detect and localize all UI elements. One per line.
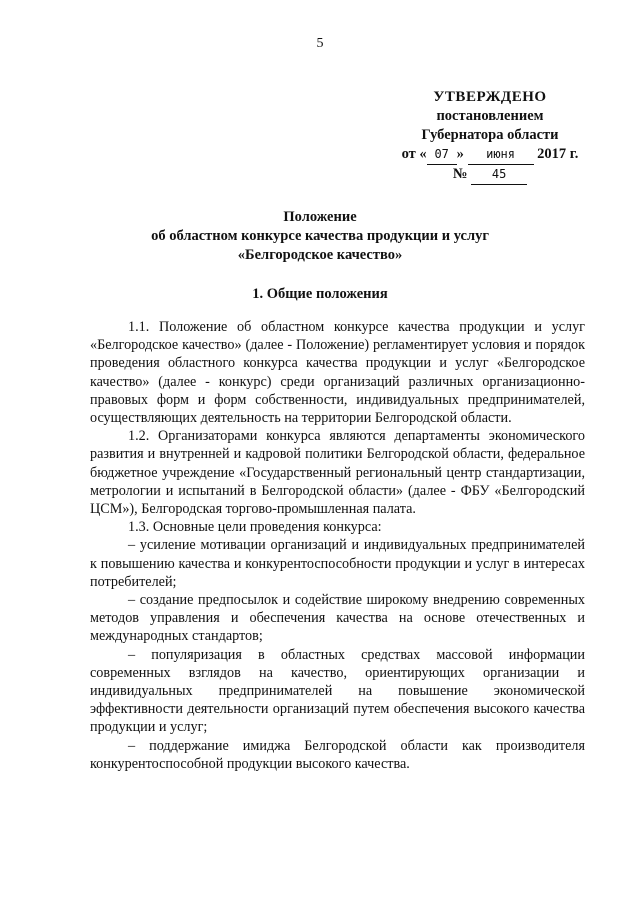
approval-title: УТВЕРЖДЕНО [433, 89, 547, 105]
paragraph: 1.1. Положение об областном конкурсе качества продукции и услуг «Белгородское качество» (далее - Положение) регламентирует условия и порядок проведения областного конкурса качества продукции и услуг «Белгородское качество» (далее - конкурс) среди организаций различных организационно-правовых форм и форм собственности, индивидуальных предпринимателей, осуществляющих деятельность на территории Белгородской области. [90, 319, 585, 427]
number-label: № [452, 166, 468, 182]
approval-line-1: постановлением [436, 108, 544, 124]
date-mid: » [456, 146, 464, 162]
paragraph: 1.3. Основные цели проведения конкурса: [128, 519, 382, 536]
approval-number [370, 165, 610, 185]
approval-date [370, 145, 610, 165]
list-item: – поддержание имиджа Белгородской области как производителя конкурентоспособной продукции высокого качества. [90, 737, 585, 772]
document-body [90, 318, 585, 773]
date-day: 07 [427, 145, 457, 165]
section-title: 1. Общие положения [252, 286, 388, 302]
date-month: июня [468, 145, 534, 165]
approval-block [370, 88, 610, 185]
list-item: – создание предпосылок и содействие широкому внедрению современных методов управления и обеспечения качества на основе отечественных и международных стандартов; [90, 592, 585, 645]
heading-line-1: Положение [283, 209, 357, 225]
approval-line-2: Губернатора области [421, 127, 559, 143]
paragraph: 1.2. Организаторами конкурса являются департаменты экономического развития и внутренней и кадровой политики Белгородской области, федеральное бюджетное учреждение «Государственный региональный центр стандартизации, метрологии и испытаний в Белгородской области» (далее - ФБУ «Белгородский ЦСМ»), Белгородская торгово-промышленная палата. [90, 428, 585, 518]
list-item: – усиление мотивации организаций и индивидуальных предпринимателей к повышению качества и конкурентоспособности продукции и услуг в интересах потребителей; [90, 537, 585, 590]
list-item: – популяризация в областных средствах массовой информации современных взглядов на качество, ориентирующих организации и индивидуальных предпринимателей на повышение экономической эффективности деятельности организаций путем обеспечения высокого качества продукции и услуг; [90, 646, 585, 736]
document-heading [0, 208, 640, 265]
heading-line-3: «Белгородское качество» [237, 247, 403, 263]
date-year: 2017 г. [537, 146, 579, 162]
date-prefix: от « [401, 146, 427, 162]
page-number: 5 [316, 36, 324, 51]
number-value: 45 [471, 165, 527, 185]
heading-line-2: об областном конкурсе качества продукции и услуг [151, 228, 489, 244]
